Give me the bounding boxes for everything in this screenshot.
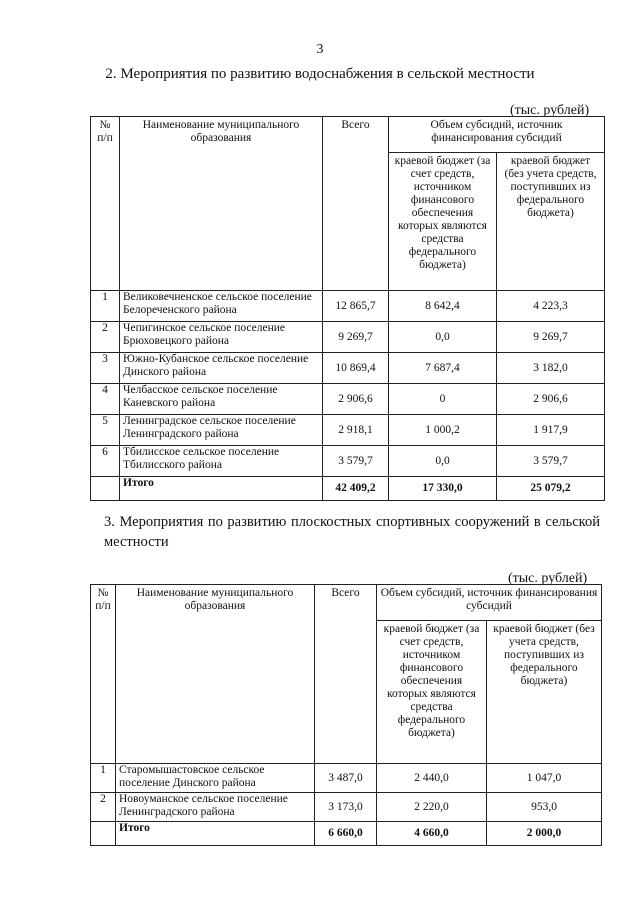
header-num: № п/п [91, 585, 116, 764]
regional-own-value: 1 047,0 [487, 764, 602, 793]
header-regional-fed: краевой бюджет (за счет средств, источником финансового обеспечения которых являются средства федерального бюджета) [389, 153, 497, 291]
total-value: 2 906,6 [323, 384, 389, 415]
section-2-title: 2. Мероприятия по развитию водоснабжения в сельской местности [105, 66, 535, 82]
regional-fed-value: 0,0 [389, 322, 497, 353]
regional-own-value: 3 182,0 [497, 353, 605, 384]
table-row [91, 793, 602, 822]
municipality-name: Чепигинское сельское поселение Брюховецкого района [120, 322, 323, 353]
regional-own-value: 4 223,3 [497, 291, 605, 322]
regional-own-value: 1 917,9 [497, 415, 605, 446]
table-row [91, 764, 602, 793]
municipality-name: Южно-Кубанское сельское поселение Динского района [120, 353, 323, 384]
regional-own-value: 9 269,7 [497, 322, 605, 353]
header-regional-own: краевой бюджет (без учета средств, поступивших из федерального бюджета) [497, 153, 605, 291]
total-own: 25 079,2 [497, 477, 605, 501]
total-value: 3 579,7 [323, 446, 389, 477]
regional-fed-value: 2 220,0 [377, 793, 487, 822]
section-2-units: (тыс. рублей) [510, 103, 590, 118]
row-number: 1 [91, 764, 116, 793]
total-value: 9 269,7 [323, 322, 389, 353]
header-regional-fed: краевой бюджет (за счет средств, источником финансового обеспечения которых являются средства федерального бюджета) [377, 621, 487, 764]
table-row [91, 384, 605, 415]
total-label: Итого [120, 477, 323, 501]
total-fed: 17 330,0 [389, 477, 497, 501]
total-value: 10 869,4 [323, 353, 389, 384]
regional-fed-value: 2 440,0 [377, 764, 487, 793]
total-sum: 42 409,2 [323, 477, 389, 501]
total-fed: 4 660,0 [377, 822, 487, 846]
row-number: 3 [91, 353, 120, 384]
header-total: Всего [323, 117, 389, 291]
total-value: 12 865,7 [323, 291, 389, 322]
header-subsidy: Объем субсидий, источник финансирования субсидий [389, 117, 605, 153]
regional-fed-value: 8 642,4 [389, 291, 497, 322]
table-row [91, 291, 605, 322]
total-value: 3 173,0 [315, 793, 377, 822]
section-3-units: (тыс. рублей) [508, 571, 588, 586]
row-number: 4 [91, 384, 120, 415]
total-row [91, 477, 605, 501]
row-number: 5 [91, 415, 120, 446]
municipality-name: Великовечненское сельское поселение Белореченского района [120, 291, 323, 322]
total-value: 2 918,1 [323, 415, 389, 446]
table-row [91, 353, 605, 384]
municipality-name: Ленинградское сельское поселение Ленинградского района [120, 415, 323, 446]
municipality-name: Челбасское сельское поселение Каневского района [120, 384, 323, 415]
municipality-name: Новоуманское сельское поселение Ленинградского района [116, 793, 315, 822]
table-sports-facilities [90, 584, 602, 846]
row-number: 2 [91, 793, 116, 822]
total-value: 3 487,0 [315, 764, 377, 793]
row-number: 2 [91, 322, 120, 353]
total-label: Итого [116, 822, 315, 846]
regional-fed-value: 1 000,2 [389, 415, 497, 446]
row-number: 6 [91, 446, 120, 477]
header-subsidy: Объем субсидий, источник финансирования субсидий [377, 585, 602, 621]
regional-own-value: 953,0 [487, 793, 602, 822]
total-row-empty-cell [91, 477, 120, 501]
header-name: Наименование муниципального образования [120, 117, 323, 291]
header-total: Всего [315, 585, 377, 764]
regional-fed-value: 0 [389, 384, 497, 415]
header-regional-own: краевой бюджет (без учета средств, поступивших из федерального бюджета) [487, 621, 602, 764]
regional-own-value: 3 579,7 [497, 446, 605, 477]
table-water-supply [90, 116, 605, 501]
regional-own-value: 2 906,6 [497, 384, 605, 415]
table-row [91, 446, 605, 477]
total-own: 2 000,0 [487, 822, 602, 846]
regional-fed-value: 7 687,4 [389, 353, 497, 384]
municipality-name: Тбилисское сельское поселение Тбилисского района [120, 446, 323, 477]
header-name: Наименование муниципального образования [116, 585, 315, 764]
total-row [91, 822, 602, 846]
regional-fed-value: 0,0 [389, 446, 497, 477]
table-row [91, 322, 605, 353]
total-row-empty-cell [91, 822, 116, 846]
row-number: 1 [91, 291, 120, 322]
section-3-title: 3. Мероприятия по развитию плоскостных спортивных сооружений в сельской местности [104, 514, 600, 550]
municipality-name: Старомышастовское сельское поселение Динского района [116, 764, 315, 793]
header-num: № п/п [91, 117, 120, 291]
page-number: 3 [316, 42, 324, 57]
table-row [91, 415, 605, 446]
total-sum: 6 660,0 [315, 822, 377, 846]
